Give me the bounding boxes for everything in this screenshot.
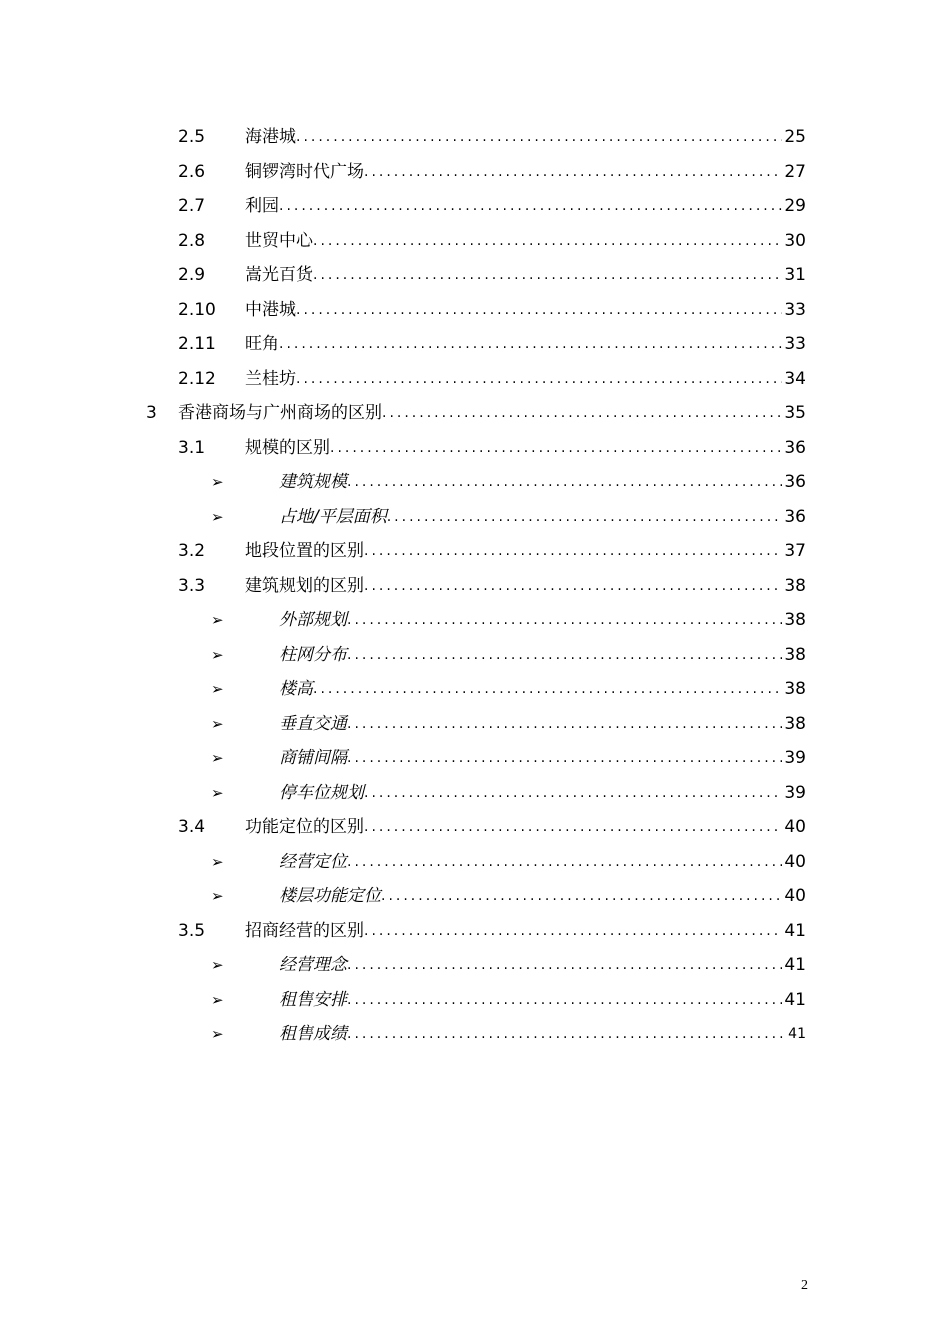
dot-leader bbox=[296, 362, 782, 397]
dot-leader bbox=[347, 603, 782, 638]
arrow-bullet-icon: ➢ bbox=[211, 507, 224, 526]
toc-number: 3.1 bbox=[178, 437, 206, 458]
toc-entry[interactable] bbox=[0, 465, 950, 500]
toc-entry[interactable] bbox=[0, 914, 950, 949]
dot-leader bbox=[347, 1017, 786, 1052]
toc-title: 海港城 bbox=[245, 127, 296, 147]
toc-page-number: 39 bbox=[784, 782, 806, 803]
toc-title: 世贸中心 bbox=[245, 230, 313, 251]
toc-page-number: 38 bbox=[784, 713, 806, 734]
toc-title: 旺角 bbox=[245, 334, 279, 354]
toc-title: 建筑规模 bbox=[279, 472, 347, 492]
dot-leader bbox=[347, 465, 782, 500]
toc-page-number: 30 bbox=[784, 230, 806, 251]
arrow-bullet-icon: ➢ bbox=[211, 783, 224, 802]
toc-title: 招商经营的区别 bbox=[245, 920, 364, 941]
toc-number: 2.8 bbox=[178, 230, 206, 251]
toc-page-number: 41 bbox=[784, 955, 806, 975]
toc-number: 3.5 bbox=[178, 920, 206, 941]
toc-page-number: 40 bbox=[784, 886, 806, 906]
toc-entry[interactable] bbox=[0, 1017, 950, 1052]
arrow-bullet-icon: ➢ bbox=[211, 680, 224, 698]
dot-leader bbox=[347, 845, 782, 880]
toc-title: 香港商场与广州商场的区别 bbox=[178, 403, 382, 423]
toc-entry[interactable] bbox=[0, 603, 950, 638]
dot-leader bbox=[347, 983, 782, 1018]
dot-leader bbox=[313, 672, 782, 707]
toc-number: 2.10 bbox=[178, 299, 216, 320]
toc-number: 3.4 bbox=[178, 817, 206, 837]
toc-entry[interactable] bbox=[0, 845, 950, 880]
toc-number: 2.12 bbox=[178, 368, 216, 389]
toc-number: 2.9 bbox=[178, 265, 206, 285]
toc-title: 经营理念 bbox=[279, 955, 347, 975]
dot-leader bbox=[279, 327, 782, 362]
dot-leader bbox=[347, 638, 782, 673]
toc-page-number: 41 bbox=[788, 1026, 806, 1042]
toc-page-number: 36 bbox=[784, 506, 806, 527]
toc-title: 兰桂坊 bbox=[245, 368, 296, 389]
dot-leader bbox=[347, 948, 782, 983]
dot-leader bbox=[381, 879, 782, 914]
toc-entry[interactable] bbox=[0, 948, 950, 983]
toc-title: 规模的区别 bbox=[245, 437, 330, 458]
toc-page-number: 35 bbox=[784, 403, 806, 423]
toc-entry[interactable] bbox=[0, 534, 950, 569]
toc-page-number: 31 bbox=[784, 265, 806, 285]
toc-title: 楼高 bbox=[279, 679, 313, 699]
dot-leader bbox=[313, 258, 782, 293]
dot-leader bbox=[347, 707, 782, 742]
arrow-bullet-icon: ➢ bbox=[211, 749, 224, 767]
dot-leader bbox=[330, 431, 782, 466]
toc-entry[interactable] bbox=[0, 362, 950, 397]
dot-leader bbox=[364, 810, 782, 845]
toc-entry[interactable] bbox=[0, 569, 950, 604]
toc-title: 地段位置的区别 bbox=[245, 541, 364, 561]
toc-entry[interactable] bbox=[0, 707, 950, 742]
arrow-bullet-icon: ➢ bbox=[211, 887, 224, 905]
toc-title: 占地/平层面积 bbox=[279, 506, 387, 527]
dot-leader bbox=[364, 914, 782, 949]
toc-entry[interactable] bbox=[0, 293, 950, 328]
toc-title: 柱网分布 bbox=[279, 644, 347, 665]
toc-entry[interactable] bbox=[0, 224, 950, 259]
toc-page-number: 40 bbox=[784, 851, 806, 872]
toc-page-number: 38 bbox=[784, 610, 806, 630]
dot-leader bbox=[296, 120, 782, 155]
toc-entry[interactable] bbox=[0, 879, 950, 914]
toc-page-number: 38 bbox=[784, 679, 806, 699]
toc-number: 2.7 bbox=[178, 196, 206, 216]
toc-title: 外部规划 bbox=[279, 610, 347, 630]
toc-page-number: 36 bbox=[784, 472, 806, 492]
arrow-bullet-icon: ➢ bbox=[211, 714, 224, 733]
toc-title: 嵩光百货 bbox=[245, 265, 313, 285]
toc-entry[interactable] bbox=[0, 189, 950, 224]
toc-page-number: 41 bbox=[784, 920, 806, 941]
toc-page-number: 33 bbox=[784, 299, 806, 320]
toc-page-number: 34 bbox=[784, 368, 806, 389]
dot-leader bbox=[279, 189, 782, 224]
arrow-bullet-icon: ➢ bbox=[211, 852, 224, 871]
toc-number: 2.5 bbox=[178, 127, 206, 147]
arrow-bullet-icon: ➢ bbox=[211, 611, 224, 629]
toc-entry[interactable] bbox=[0, 258, 950, 293]
toc-title: 经营定位 bbox=[279, 851, 347, 872]
toc-page-number: 27 bbox=[784, 161, 806, 182]
toc-page-number: 40 bbox=[784, 817, 806, 837]
dot-leader bbox=[382, 396, 782, 431]
toc-number: 2.6 bbox=[178, 161, 206, 182]
toc-page-number: 38 bbox=[784, 575, 806, 596]
dot-leader bbox=[364, 155, 782, 190]
toc-title: 商铺间隔 bbox=[279, 748, 347, 768]
toc-page-number: 39 bbox=[784, 748, 806, 768]
toc-number: 2.11 bbox=[178, 334, 216, 354]
dot-leader bbox=[364, 569, 782, 604]
toc-entry[interactable] bbox=[0, 120, 950, 155]
table-of-contents bbox=[0, 120, 950, 1052]
toc-title: 铜锣湾时代广场 bbox=[245, 161, 364, 182]
toc-page-number: 33 bbox=[784, 334, 806, 354]
toc-title: 垂直交通 bbox=[279, 713, 347, 734]
toc-entry[interactable] bbox=[0, 983, 950, 1018]
toc-number: 3.2 bbox=[178, 541, 206, 561]
toc-entry[interactable] bbox=[0, 431, 950, 466]
toc-page-number: 41 bbox=[784, 989, 806, 1010]
toc-page-number: 38 bbox=[784, 644, 806, 665]
toc-entry[interactable] bbox=[0, 741, 950, 776]
dot-leader bbox=[364, 534, 782, 569]
toc-title: 功能定位的区别 bbox=[245, 817, 364, 837]
arrow-bullet-icon: ➢ bbox=[211, 956, 224, 974]
toc-entry[interactable] bbox=[0, 500, 950, 535]
arrow-bullet-icon: ➢ bbox=[211, 645, 224, 664]
toc-entry[interactable] bbox=[0, 638, 950, 673]
toc-title: 停车位规划 bbox=[279, 782, 364, 803]
toc-page-number: 25 bbox=[784, 127, 806, 147]
toc-number: 3.3 bbox=[178, 575, 206, 596]
arrow-bullet-icon: ➢ bbox=[211, 473, 224, 491]
toc-title: 利园 bbox=[245, 196, 279, 216]
arrow-bullet-icon: ➢ bbox=[211, 1025, 224, 1043]
page-number: 2 bbox=[801, 1278, 808, 1293]
dot-leader bbox=[387, 500, 783, 535]
dot-leader bbox=[313, 224, 782, 259]
toc-entry[interactable] bbox=[0, 776, 950, 811]
toc-title: 中港城 bbox=[245, 299, 296, 320]
toc-page-number: 37 bbox=[784, 541, 806, 561]
toc-entry[interactable] bbox=[0, 155, 950, 190]
dot-leader bbox=[347, 741, 782, 776]
arrow-bullet-icon: ➢ bbox=[211, 990, 224, 1009]
toc-title: 楼层功能定位 bbox=[279, 886, 381, 906]
toc-number: 3 bbox=[146, 403, 157, 423]
toc-entry[interactable] bbox=[0, 396, 950, 431]
toc-title: 建筑规划的区别 bbox=[245, 575, 364, 596]
toc-page-number: 36 bbox=[784, 437, 806, 458]
toc-title: 租售安排 bbox=[279, 989, 347, 1010]
toc-page-number: 29 bbox=[784, 196, 806, 216]
toc-entry[interactable] bbox=[0, 810, 950, 845]
dot-leader bbox=[296, 293, 782, 328]
toc-entry[interactable] bbox=[0, 327, 950, 362]
toc-entry[interactable] bbox=[0, 672, 950, 707]
toc-title: 租售成绩 bbox=[279, 1024, 347, 1044]
dot-leader bbox=[364, 776, 782, 811]
